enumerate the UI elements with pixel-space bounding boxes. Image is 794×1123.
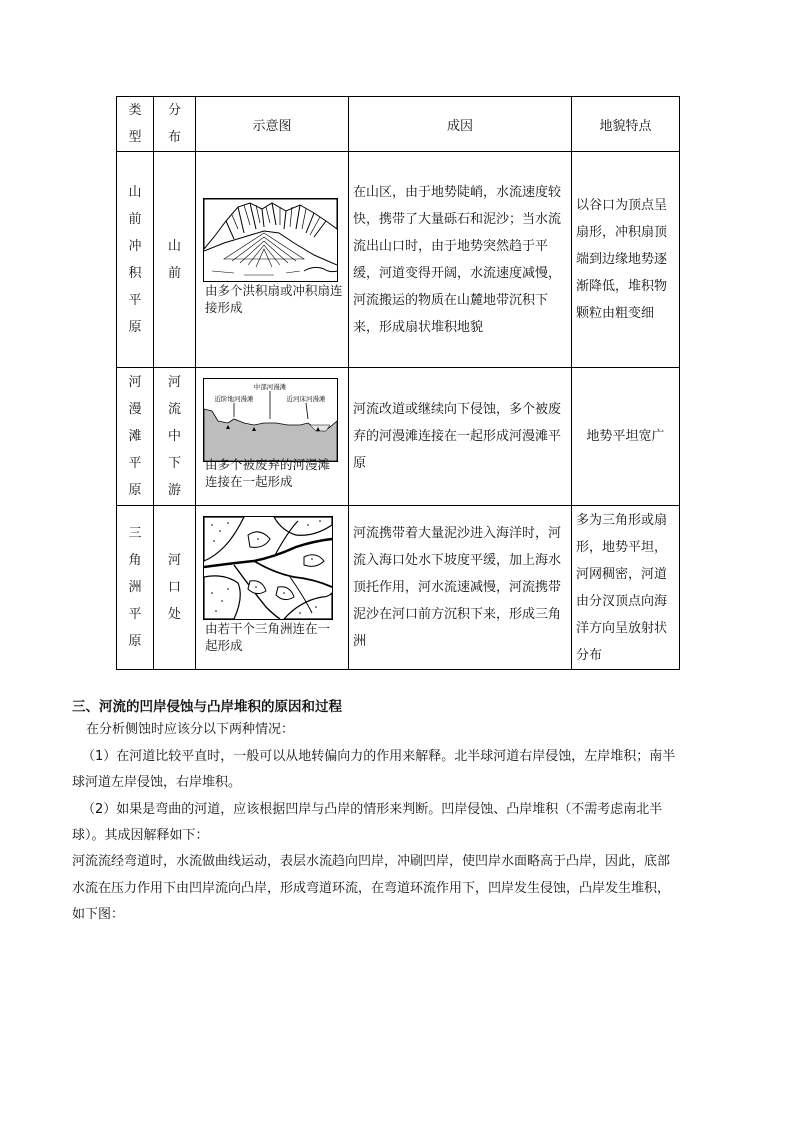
diagram-caption: 由若干个三角洲连在一起形成 (205, 621, 331, 653)
section-heading: 三、河流的凹岸侵蚀与凸岸堆积的原因和过程 (72, 699, 342, 715)
label-left-floodplain: 近阶地河漫滩 (214, 395, 254, 403)
table-row (117, 368, 680, 506)
header-diagram: 示意图 (196, 97, 349, 152)
floodplain-diagram (203, 378, 338, 462)
paragraph-explanation-line1: 河流流经弯道时，水流做曲线运动，表层水流趋向凹岸，冲刷凹岸，使凹岸水面略高于凸岸，因此，底部 (72, 854, 671, 869)
diagram-cell (196, 152, 349, 368)
feature-cell: 多为三角形或扇形，地势平坦，河网稠密，河道由分汊顶点向海洋方向呈放射状分布 (572, 506, 680, 670)
header-distribution: 分 布 (154, 97, 196, 152)
label-right-floodplain: 近河床河漫滩 (286, 395, 326, 403)
cause-cell: 河流改道或继续向下侵蚀，多个被废弃的河漫滩连接在一起形成河漫滩平原 (349, 368, 572, 506)
type-cell: 山 前 冲 积 平 原 (117, 152, 154, 368)
paragraph-straight-channel-line1: （1）在河道比较平直时，一般可以从地转偏向力的作用来解释。北半球河道右岸侵蚀，左岸堆积；南半 (82, 749, 676, 764)
paragraph-explanation-line3: 如下图： (72, 907, 125, 922)
paragraph-explanation-line2: 水流在压力作用下由凹岸流向凸岸，形成弯道环流，在弯道环流作用下，凹岸发生侵蚀，凸岸发生堆积， (72, 881, 671, 896)
diagram-cell (196, 368, 349, 506)
cause-cell: 在山区，由于地势陡峭，水流速度较快，携带了大量砾石和泥沙；当水流流出山口时，由于地势突然趋于平缓，河道变得开阔，水流速度减慢，河流搬运的物质在山麓地带沉积下来，形成扇状堆积地貌 (349, 152, 572, 368)
landform-table (116, 96, 680, 670)
header-cause: 成因 (349, 97, 572, 152)
alluvial-fan-diagram (203, 198, 338, 282)
type-cell: 三 角 洲 平 原 (117, 506, 154, 670)
feature-cell: 以谷口为顶点呈扇形，冲积扇顶端到边缘地势逐渐降低，堆积物颗粒由粗变细 (572, 152, 680, 368)
table-header-row (117, 97, 680, 152)
diagram-caption: 由多个洪积扇或冲积扇连接形成 (205, 283, 343, 315)
distribution-cell: 河 流 中 下 游 (154, 368, 196, 506)
distribution-cell: 山 前 (154, 152, 196, 368)
paragraph-straight-channel-line2: 球河道左岸侵蚀，右岸堆积。 (72, 775, 242, 790)
feature-cell: 地势平坦宽广 (572, 368, 680, 506)
delta-diagram (203, 516, 333, 620)
paragraph-intro: 在分析侧蚀时应该分以下两种情况： (86, 722, 295, 737)
header-feature: 地貌特点 (572, 97, 680, 152)
diagram-cell (196, 506, 349, 670)
label-center-floodplain: 中部河漫滩 (253, 383, 287, 391)
distribution-cell: 河 口 处 (154, 506, 196, 670)
table-row (117, 152, 680, 368)
paragraph-curved-channel-line2: 球）。其成因解释如下： (72, 828, 209, 843)
table-row (117, 506, 680, 670)
header-type: 类 型 (117, 97, 154, 152)
paragraph-curved-channel-line1: （2）如果是弯曲的河道，应该根据凹岸与凸岸的情形来判断。凹岸侵蚀、凸岸堆积（不需考虑南北半 (82, 802, 663, 817)
cause-cell: 河流携带着大量泥沙进入海洋时，河流入海口处水下坡度平缓，加上海水顶托作用，河水流速减慢，河流携带泥沙在河口前方沉积下来，形成三角洲 (349, 506, 572, 670)
diagram-caption: 由多个被废弃的河漫滩连接在一起形成 (205, 457, 331, 489)
type-cell: 河 漫 滩 平 原 (117, 368, 154, 506)
